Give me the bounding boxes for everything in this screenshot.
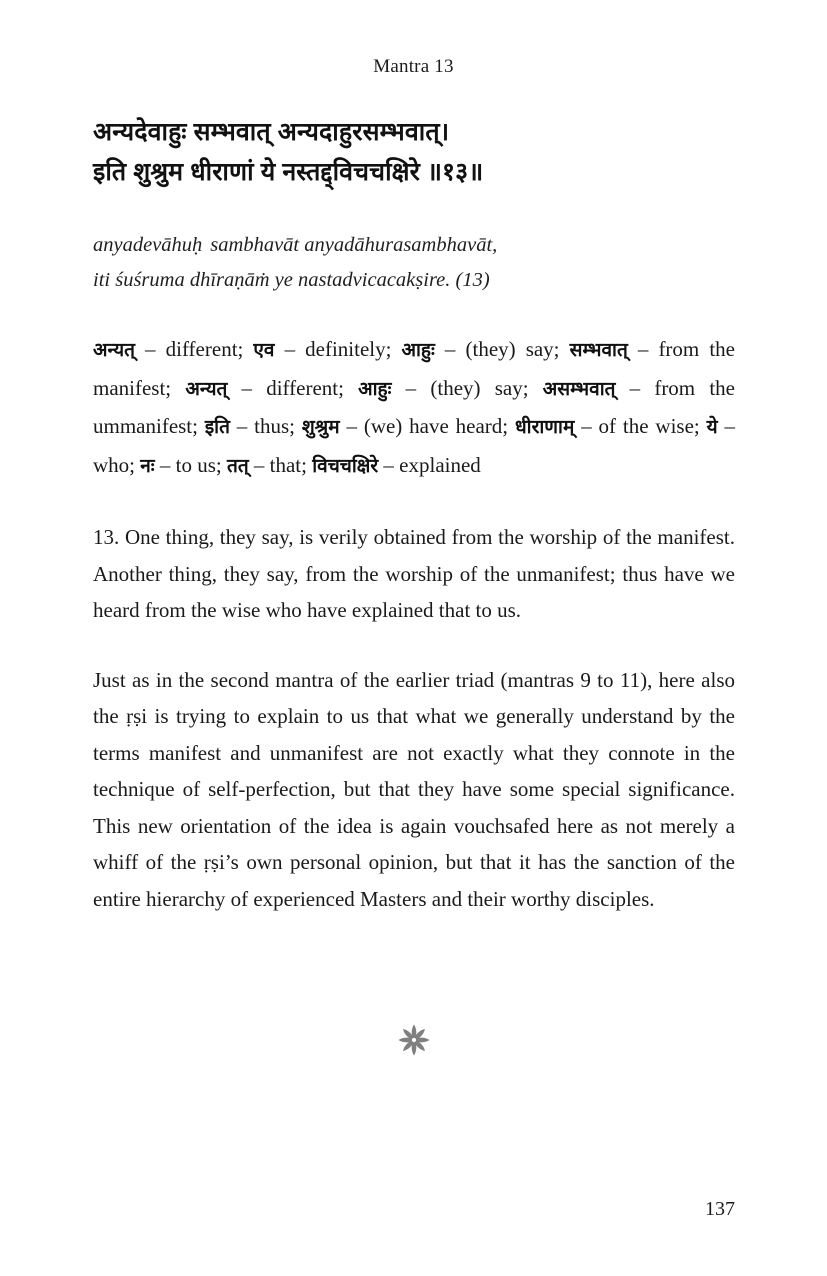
gloss-term: विचचक्षिरे — [312, 455, 379, 477]
gloss-term: धीराणाम् — [515, 417, 575, 438]
gloss-meaning: – thus; — [229, 414, 302, 438]
gloss-term: नः — [140, 455, 155, 477]
verse-line-2: इति शुश्रुम धीराणां ये नस्तद्द्विचचक्षिरे ॥१३॥ — [93, 158, 484, 186]
page-content — [93, 112, 735, 917]
sanskrit-verse — [93, 112, 735, 192]
gloss-meaning: – of the wise; — [574, 414, 707, 438]
gloss-meaning: – from the ummanifest; — [93, 375, 735, 438]
gloss-term: एव — [253, 340, 275, 361]
gloss-term: अन्यत् — [93, 340, 135, 361]
gloss-meaning: – (we) have heard; — [339, 414, 515, 438]
page-number: 137 — [705, 1198, 735, 1220]
gloss-term: इति — [204, 417, 230, 438]
transliteration-line-2: iti śuśruma dhīraṇāṁ ye nastadvicacakṣire. (13) — [93, 269, 490, 291]
gloss-term: सम्भवात् — [569, 340, 628, 361]
gloss-term: आहुः — [401, 340, 435, 361]
gloss-term: तत् — [226, 455, 249, 477]
gloss-meaning: – different; — [227, 375, 359, 400]
gloss-meaning: – explained — [378, 452, 481, 477]
commentary-paragraph: Just as in the second mantra of the earlier triad (mantras 9 to 11), here also the ṛṣi is trying to explain to us that what we generally understand by the terms manifest and unmanifest are not exactly what they connote in the technique of self-perfection, but that they have some special significance. This new orientation of the idea is again vouchsafed here as not merely a whiff of the ṛṣi’s own personal opinion, but that it has the sanction of the entire hierarchy of experienced Masters and their worthy disciples. — [93, 667, 735, 911]
gloss-term: असम्भवात् — [542, 378, 616, 400]
gloss-meaning: – different; — [134, 337, 254, 361]
gloss-term: ये — [706, 417, 718, 438]
gloss-term: शुश्रुम — [301, 417, 340, 438]
verse-line-1: अन्यदेवाहुः सम्भवात् अन्यदाहुरसम्भवात्। — [93, 118, 450, 146]
gloss-meaning: – (they) say; — [434, 337, 570, 361]
gloss-meaning: – definitely; — [274, 337, 402, 361]
gloss-meaning: – that; — [248, 452, 313, 477]
gloss-term: आहुः — [358, 378, 392, 400]
section-ornament — [0, 1022, 827, 1058]
word-by-word-gloss — [93, 331, 735, 485]
transliteration-block — [93, 228, 735, 298]
gloss-meaning: – who; — [93, 414, 736, 477]
translation-paragraph: 13. One thing, they say, is verily obtained from the worship of the manifest. Another thing, they say, from the worship of the unmanifest; thus have we heard from the wise who have explained that to us. — [93, 525, 735, 622]
transliteration-line-1-part-b: sambhavāt anyadāhurasambhavāt, — [210, 234, 498, 256]
running-head-label: Mantra 13 — [373, 56, 454, 77]
eight-point-flower-ornament-icon — [396, 1022, 432, 1058]
running-head — [0, 56, 827, 78]
gloss-term: अन्यत् — [185, 378, 228, 400]
gloss-meaning: – from the manifest; — [93, 337, 735, 400]
transliteration-line-1 — [93, 228, 735, 263]
transliteration-line-1-part-a: anyadevāhuḥ — [93, 234, 203, 256]
gloss-meaning: – (they) say; — [391, 375, 543, 400]
gloss-meaning: – to us; — [154, 452, 227, 477]
